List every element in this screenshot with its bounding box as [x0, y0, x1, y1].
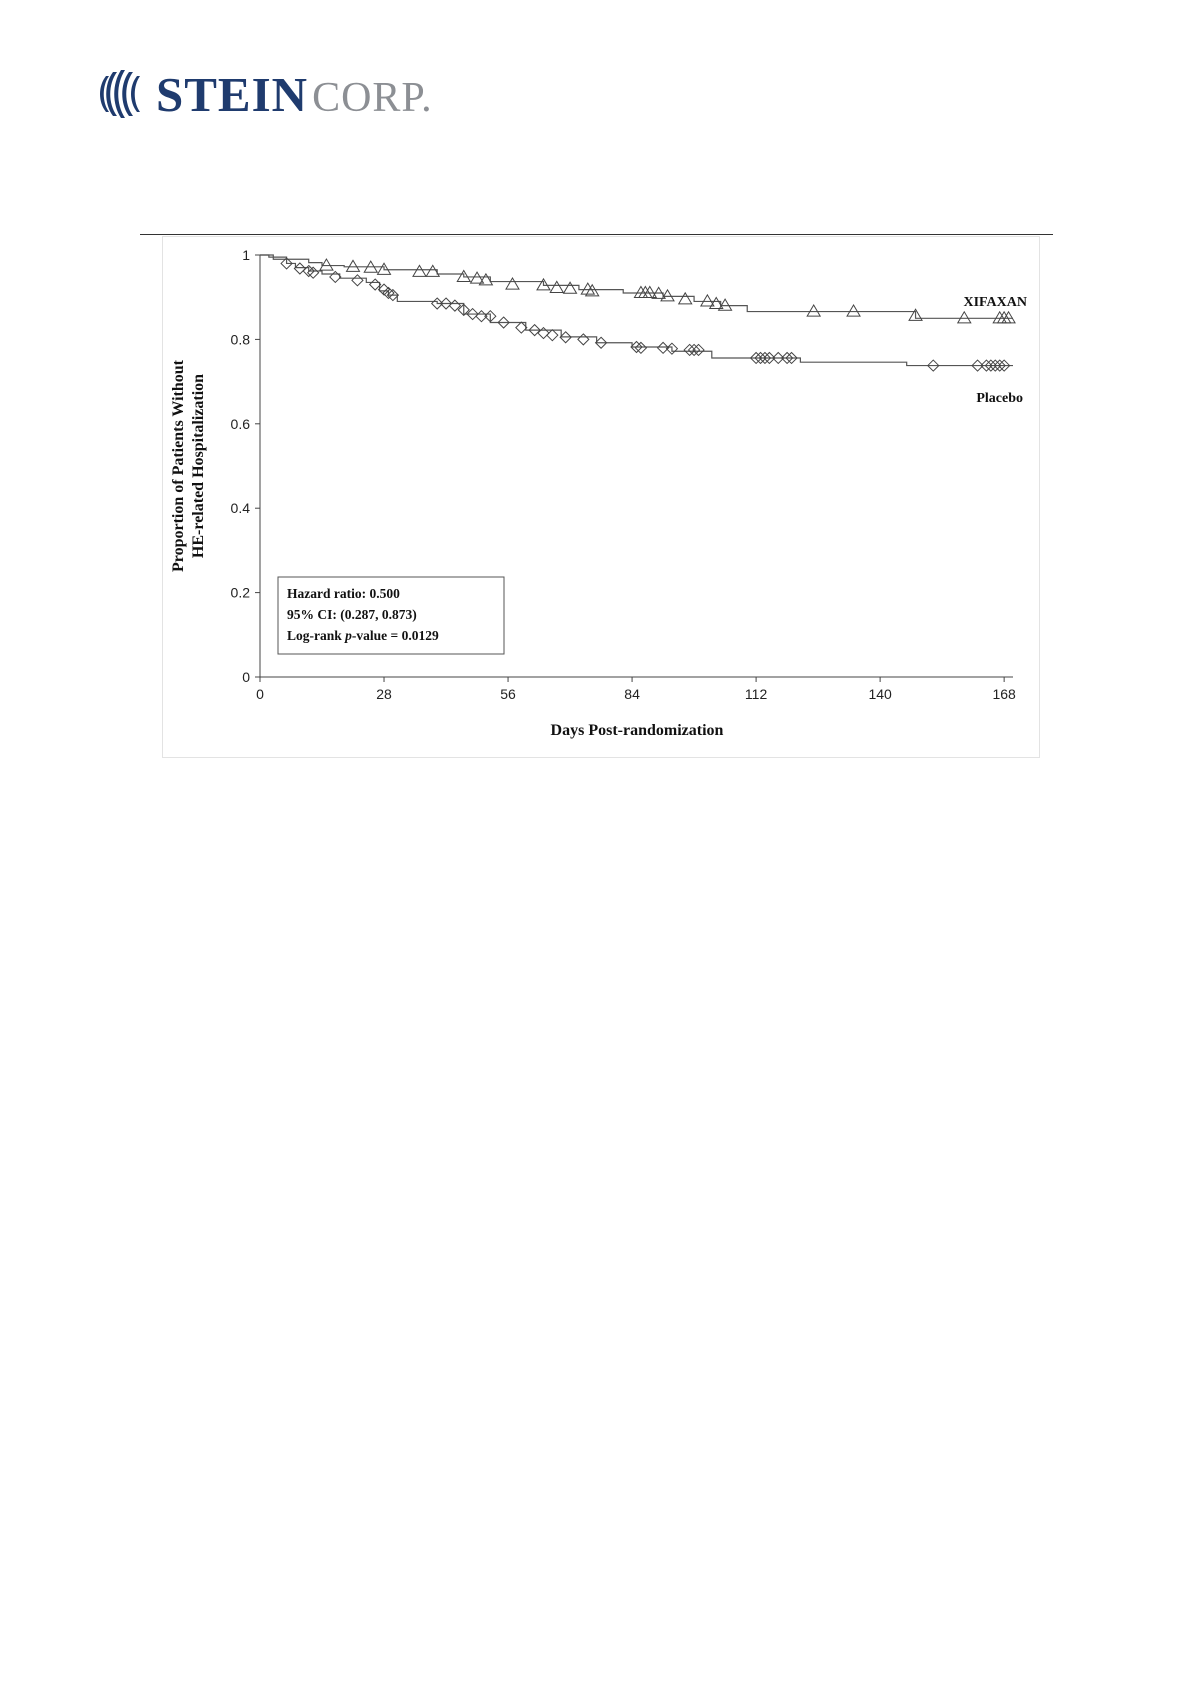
censor-marker-xifaxan [634, 286, 647, 297]
log-rank-p-value-text: Log-rank p-value = 0.0129 [287, 628, 439, 643]
x-tick-label: 168 [992, 686, 1016, 702]
y-tick-label: 0.2 [230, 584, 250, 601]
y-tick-label: 0.8 [230, 331, 250, 348]
confidence-interval-text: 95% CI: (0.287, 0.873) [287, 607, 417, 622]
chart-container [162, 236, 1040, 758]
x-tick-label: 56 [500, 686, 516, 702]
censor-marker-xifaxan [679, 293, 692, 304]
censor-marker-xifaxan [807, 305, 820, 316]
series-label-placebo: Placebo [976, 391, 1023, 406]
censor-marker-placebo [578, 334, 589, 345]
y-tick-label: 0.4 [230, 500, 250, 517]
censor-marker-xifaxan [564, 282, 577, 293]
company-logo [96, 68, 433, 120]
censor-marker-xifaxan [639, 286, 652, 297]
censor-marker-xifaxan [993, 312, 1006, 323]
kaplan-meier-chart [163, 237, 1039, 757]
x-tick-label: 28 [376, 686, 392, 702]
brand-name: STEIN [156, 66, 309, 122]
x-tick-label: 140 [868, 686, 892, 702]
header-divider [140, 234, 1053, 235]
censor-marker-xifaxan [958, 312, 971, 323]
censor-marker-xifaxan [1002, 312, 1015, 323]
hazard-ratio-text: Hazard ratio: 0.500 [287, 586, 400, 601]
y-axis-label-line1: Proportion of Patients Without [170, 359, 187, 573]
y-axis-label-line2: HE-related Hospitalization [190, 373, 207, 559]
censor-marker-placebo [352, 275, 363, 286]
brand-suffix: CORP. [312, 74, 433, 121]
x-axis-label: Days Post-randomization [550, 722, 724, 739]
y-tick-label: 0.6 [230, 415, 250, 432]
stein-logo-icon [96, 68, 148, 120]
censor-marker-xifaxan [847, 305, 860, 316]
series-label-xifaxan: XIFAXAN [963, 295, 1027, 310]
stats-annotation-box [278, 577, 504, 654]
censor-marker-placebo [547, 330, 558, 341]
censor-marker-xifaxan [347, 260, 360, 271]
censor-marker-xifaxan [643, 286, 656, 297]
x-tick-label: 0 [256, 686, 264, 702]
censor-marker-xifaxan [998, 312, 1011, 323]
x-tick-label: 84 [624, 686, 640, 702]
x-tick-label: 112 [744, 686, 768, 702]
y-tick-label: 0 [242, 669, 250, 685]
censor-marker-xifaxan [550, 281, 563, 292]
y-tick-label: 1 [242, 247, 250, 263]
censor-marker-placebo [689, 344, 700, 355]
censor-marker-xifaxan [413, 265, 426, 276]
censor-marker-xifaxan [506, 278, 519, 289]
